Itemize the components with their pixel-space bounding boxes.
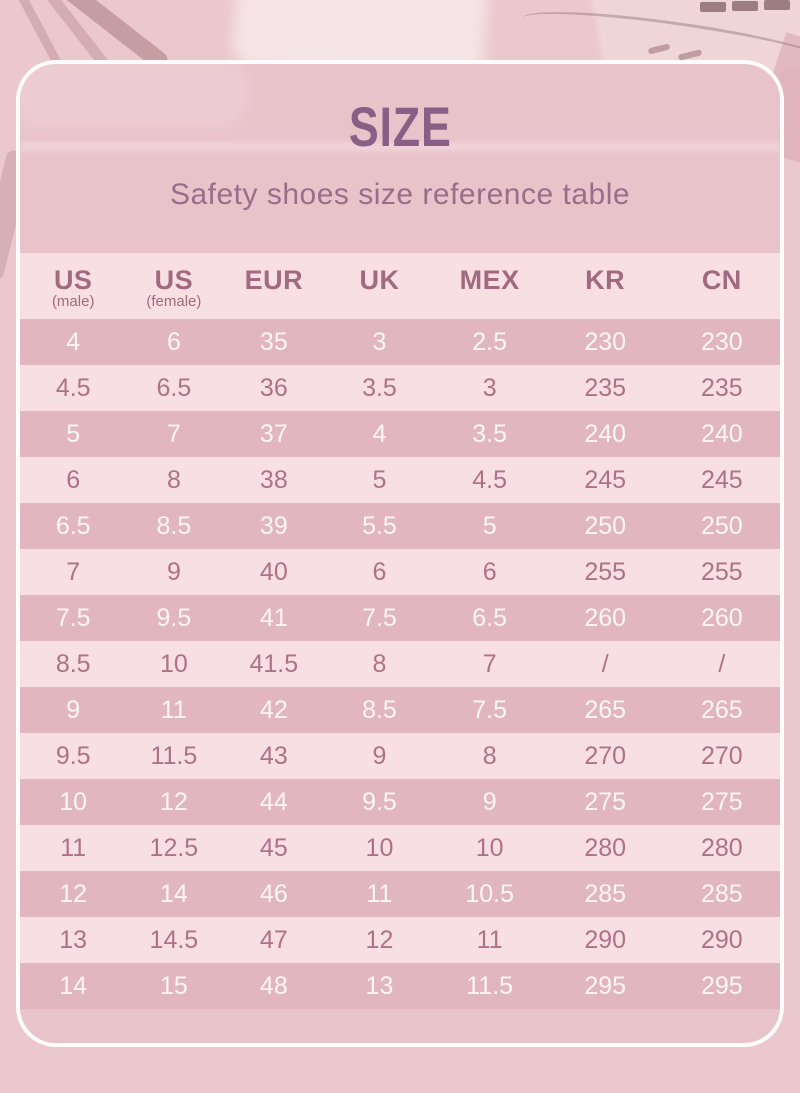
size-cell: / [601, 649, 609, 678]
size-cell: 39 [259, 511, 288, 540]
size-cell: 290 [584, 925, 627, 954]
size-cell: 285 [584, 879, 627, 908]
size-cell: 3 [372, 327, 387, 356]
size-cell: 40 [259, 557, 288, 586]
size-cell: 45 [259, 833, 288, 862]
size-cell: 245 [700, 465, 743, 494]
size-cell: 270 [700, 741, 743, 770]
size-cell: 6 [66, 465, 81, 494]
size-cell: 46 [259, 879, 288, 908]
table-row [20, 687, 780, 733]
size-cell: 12 [365, 925, 394, 954]
size-cell: 7 [482, 649, 497, 678]
table-row [20, 549, 780, 595]
size-cell: 250 [584, 511, 627, 540]
size-cell: 15 [159, 971, 188, 1000]
size-cell: 9.5 [156, 603, 192, 632]
size-cell: 2.5 [472, 327, 508, 356]
table-row [20, 733, 780, 779]
column-header [547, 253, 664, 319]
size-cell: 265 [700, 695, 743, 724]
table-row [20, 319, 780, 365]
size-cell: 3.5 [362, 373, 397, 402]
size-cell: 4.5 [472, 465, 508, 494]
size-cell: 9 [66, 695, 81, 724]
size-cell: 290 [700, 925, 743, 954]
photo-ghost-shape [16, 60, 250, 128]
size-cell: 8.5 [55, 649, 91, 678]
size-cell: 4.5 [55, 373, 91, 402]
size-cell: 11 [160, 695, 187, 724]
size-cell: 7.5 [472, 695, 508, 724]
size-cell: 275 [584, 787, 627, 816]
size-cell: 9.5 [362, 787, 397, 816]
size-cell: 240 [700, 419, 743, 448]
column-header [433, 253, 547, 319]
table-row [20, 595, 780, 641]
size-cell: 7.5 [55, 603, 91, 632]
column-sublabel: (male) [51, 293, 95, 310]
column-header [20, 253, 126, 319]
size-cell: 250 [700, 511, 743, 540]
size-cell: 3 [482, 373, 497, 402]
column-label: US [53, 265, 93, 295]
size-cell: 11 [476, 925, 503, 954]
size-cell: 7.5 [362, 603, 397, 632]
size-cell: 280 [584, 833, 627, 862]
keyboard-key-shape [700, 2, 726, 12]
size-cell: 6 [166, 327, 181, 356]
size-cell: 7 [66, 557, 81, 586]
size-cell: 8.5 [362, 695, 397, 724]
size-cell: 6 [372, 557, 387, 586]
size-cell: 6.5 [472, 603, 508, 632]
size-chart-card [16, 60, 784, 1047]
size-cell: 260 [700, 603, 743, 632]
column-header [326, 253, 432, 319]
table-row [20, 871, 780, 917]
keyboard-key-shape [764, 0, 790, 10]
size-cell: 14 [159, 879, 188, 908]
table-row [20, 917, 780, 963]
size-cell: 35 [259, 327, 288, 356]
table-row [20, 411, 780, 457]
column-header [221, 253, 326, 319]
size-cell: 11.5 [466, 971, 514, 1000]
size-cell: 47 [259, 925, 288, 954]
size-cell: 9.5 [55, 741, 91, 770]
column-label: KR [585, 265, 626, 295]
table-row [20, 825, 780, 871]
column-label: US [154, 265, 194, 295]
size-cell: 8.5 [156, 511, 192, 540]
size-cell: 36 [259, 373, 288, 402]
size-cell: 6.5 [55, 511, 91, 540]
size-cell: 37 [259, 419, 288, 448]
size-cell: 295 [700, 971, 743, 1000]
size-cell: 10 [59, 787, 88, 816]
size-cell: 5 [482, 511, 497, 540]
table-row [20, 457, 780, 503]
size-cell: 11 [366, 879, 393, 908]
size-cell: 255 [584, 557, 627, 586]
size-cell: 230 [700, 327, 743, 356]
size-cell: 48 [259, 971, 288, 1000]
page-title-text: SIZE [348, 95, 452, 158]
size-cell: 275 [700, 787, 743, 816]
table-row [20, 779, 780, 825]
size-cell: 285 [700, 879, 743, 908]
size-cell: 5 [372, 465, 387, 494]
table-row [20, 365, 780, 411]
size-cell: 13 [59, 925, 88, 954]
column-header [664, 253, 780, 319]
keyboard-key-shape [732, 1, 758, 11]
column-label: CN [701, 265, 742, 295]
size-cell: 9 [166, 557, 181, 586]
size-cell: 240 [584, 419, 627, 448]
table-row [20, 641, 780, 687]
table-header-row [20, 253, 780, 319]
size-cell: 270 [584, 741, 627, 770]
size-cell: 5.5 [362, 511, 397, 540]
size-cell: 10 [475, 833, 504, 862]
size-cell: 14.5 [149, 925, 199, 954]
size-cell: 44 [259, 787, 288, 816]
size-cell: 9 [482, 787, 497, 816]
size-cell: 42 [259, 695, 288, 724]
size-cell: 41 [259, 603, 288, 632]
size-cell: 4 [66, 327, 81, 356]
column-sublabel: (female) [146, 293, 202, 310]
size-cell: 265 [584, 695, 627, 724]
size-cell: 10 [365, 833, 394, 862]
column-label: UK [359, 265, 400, 295]
size-cell: 8 [482, 741, 497, 770]
size-cell: 280 [700, 833, 743, 862]
size-cell: 4 [372, 419, 387, 448]
size-cell: 12 [159, 787, 188, 816]
size-cell: 11 [60, 833, 87, 862]
size-cell: 230 [584, 327, 627, 356]
table-row [20, 963, 780, 1009]
size-cell: 41.5 [249, 649, 299, 678]
size-cell: 6.5 [156, 373, 192, 402]
size-cell: 3.5 [472, 419, 508, 448]
table-body [20, 319, 780, 1009]
column-label: MEX [459, 265, 520, 295]
size-cell: 13 [365, 971, 394, 1000]
size-cell: 8 [372, 649, 387, 678]
size-cell: 12 [59, 879, 88, 908]
size-cell: 245 [584, 465, 627, 494]
size-cell: 10 [159, 649, 188, 678]
size-cell: 5 [66, 419, 81, 448]
size-cell: 9 [372, 741, 387, 770]
size-cell: 260 [584, 603, 627, 632]
column-label: EUR [244, 265, 304, 295]
size-cell: 14 [59, 971, 88, 1000]
table-row [20, 503, 780, 549]
size-cell: 235 [584, 373, 627, 402]
size-cell: 10.5 [465, 879, 514, 908]
column-header [126, 253, 221, 319]
size-cell: 235 [700, 373, 743, 402]
size-cell: 7 [166, 419, 181, 448]
size-cell: 12.5 [149, 833, 199, 862]
size-cell: 8 [166, 465, 181, 494]
size-cell: 6 [482, 557, 497, 586]
size-cell: / [718, 649, 726, 678]
size-cell: 38 [259, 465, 288, 494]
size-cell: 11.5 [150, 741, 198, 770]
size-cell: 43 [259, 741, 288, 770]
page-subtitle: Safety shoes size reference table [169, 178, 631, 211]
size-cell: 295 [584, 971, 627, 1000]
size-table [20, 253, 780, 1009]
size-cell: 255 [700, 557, 743, 586]
